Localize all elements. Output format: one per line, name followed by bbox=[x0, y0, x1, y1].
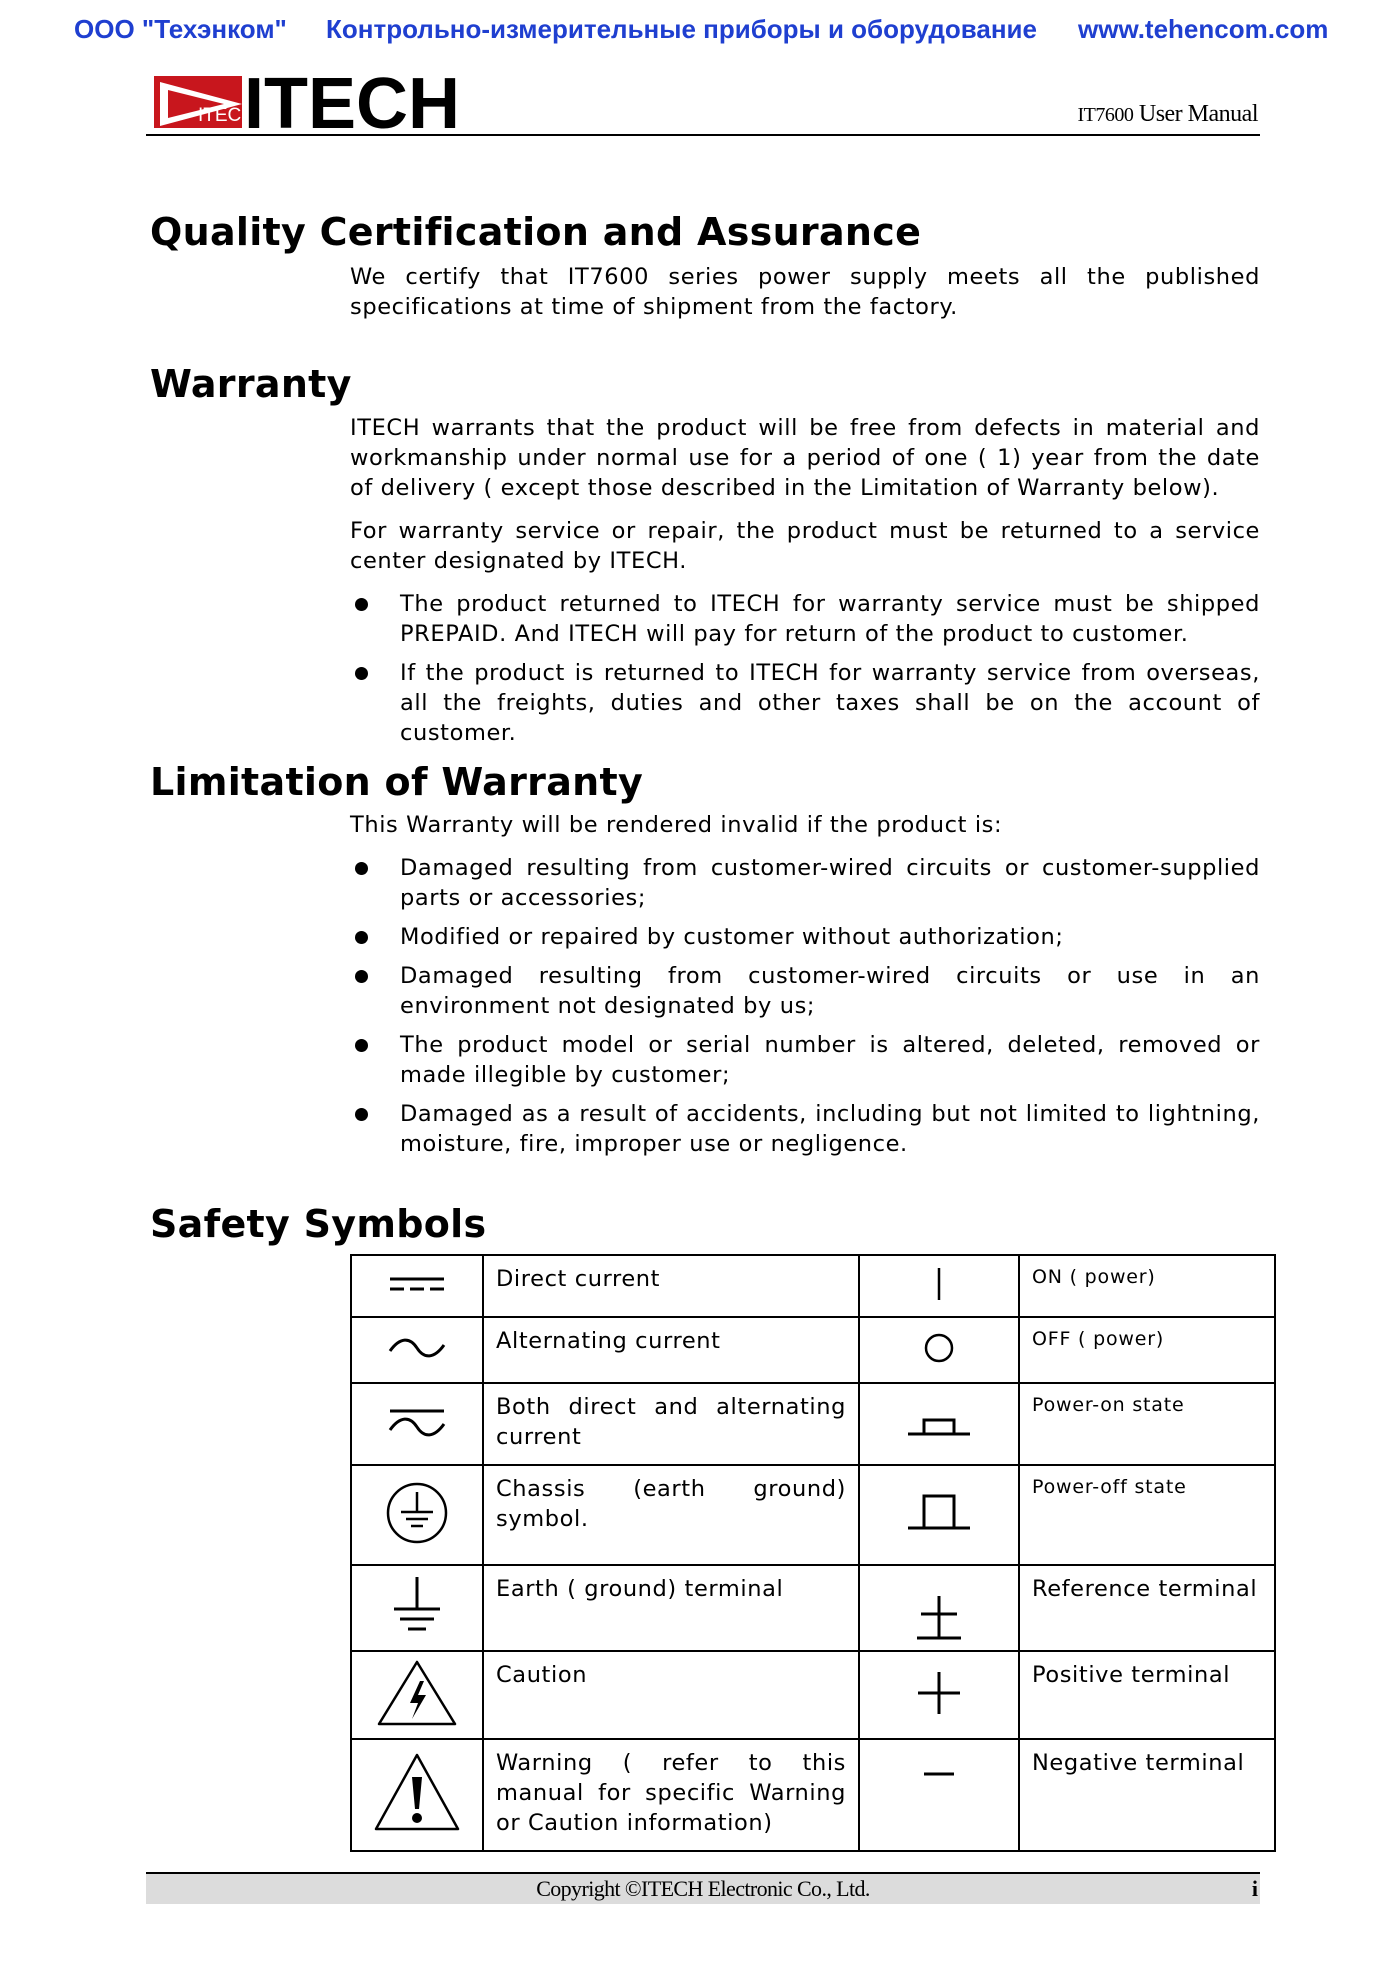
bullet-icon bbox=[355, 862, 368, 875]
limitation-bullets bbox=[350, 853, 1260, 1168]
itech-logo bbox=[154, 72, 472, 132]
symbol-description: Power-off state bbox=[1019, 1465, 1275, 1565]
logo-text: ITECH bbox=[244, 72, 460, 132]
limitation-title: Limitation of Warranty bbox=[150, 760, 644, 804]
warranty-paragraph: ITECH warrants that the product will be free from defects in material and workmanship under normal use for a period of one ( 1) year from the date of delivery ( except those described in the Limitation of Warranty below). bbox=[350, 415, 1260, 501]
limitation-intro: This Warranty will be rendered invalid if the product is: bbox=[350, 812, 1003, 838]
symbol-description: Warning ( refer to this manual for specific Warning or Caution information) bbox=[483, 1739, 859, 1851]
symbol-description: Chassis (earth ground) symbol. bbox=[483, 1465, 859, 1565]
symbol-description: Power-on state bbox=[1019, 1383, 1275, 1465]
table-row bbox=[351, 1383, 1275, 1465]
manual-title bbox=[1077, 101, 1258, 128]
model-name: IT7600 bbox=[1077, 104, 1134, 126]
on-power-icon bbox=[924, 1264, 954, 1304]
symbol-description: OFF ( power) bbox=[1019, 1317, 1275, 1383]
caution-icon bbox=[374, 1657, 460, 1729]
copyright-text: Copyright ©ITECH Electronic Co., Ltd. bbox=[536, 1876, 870, 1901]
symbol-description: Positive terminal bbox=[1019, 1651, 1275, 1739]
positive-terminal-icon bbox=[914, 1668, 964, 1718]
list-item: Damaged resulting from customer-wired circuits or customer-supplied parts or accessories; bbox=[350, 853, 1260, 913]
page-header bbox=[146, 66, 1260, 136]
tagline: Контрольно-измерительные приборы и оборудование bbox=[326, 14, 1037, 44]
alternating-current-icon bbox=[382, 1333, 452, 1363]
direct-current-icon bbox=[382, 1269, 452, 1299]
list-item: Damaged as a result of accidents, including but not limited to lightning, moisture, fire, improper use or negligence. bbox=[350, 1099, 1260, 1159]
list-item: Modified or repaired by customer without authorization; bbox=[350, 922, 1260, 952]
chassis-ground-icon bbox=[382, 1478, 452, 1548]
negative-terminal-icon bbox=[914, 1764, 964, 1784]
symbol-description: Reference terminal bbox=[1019, 1565, 1275, 1651]
table-row bbox=[351, 1255, 1275, 1317]
company-name: ООО "Техэнком" bbox=[74, 14, 287, 44]
page-number: i bbox=[1251, 1876, 1258, 1901]
bullet-icon bbox=[355, 1039, 368, 1052]
logo-small-text: ITECH bbox=[198, 105, 255, 126]
list-item: Damaged resulting from customer-wired circuits or use in an environment not designated by us; bbox=[350, 961, 1260, 1021]
bullet-icon bbox=[355, 970, 368, 983]
symbol-description: Caution bbox=[483, 1651, 859, 1739]
bullet-icon bbox=[355, 667, 368, 680]
list-item: The product model or serial number is altered, deleted, removed or made illegible by customer; bbox=[350, 1030, 1260, 1090]
page-footer bbox=[146, 1872, 1260, 1904]
quality-title: Quality Certification and Assurance bbox=[150, 210, 922, 254]
warranty-paragraph: For warranty service or repair, the product must be returned to a service center designated by ITECH. bbox=[350, 518, 1260, 574]
warranty-title: Warranty bbox=[150, 362, 352, 406]
bullet-icon bbox=[355, 1108, 368, 1121]
symbol-description: Negative terminal bbox=[1019, 1739, 1275, 1851]
manual-label: User Manual bbox=[1138, 101, 1258, 127]
symbol-description: Alternating current bbox=[483, 1317, 859, 1383]
both-current-icon bbox=[382, 1402, 452, 1442]
symbol-description: Earth ( ground) terminal bbox=[483, 1565, 859, 1651]
bullet-icon bbox=[355, 931, 368, 944]
bullet-icon bbox=[355, 598, 368, 611]
safety-symbols-table bbox=[350, 1254, 1276, 1852]
table-row bbox=[351, 1317, 1275, 1383]
quality-text: We certify that IT7600 series power supply meets all the published specifications at time of shipment from the factory. bbox=[350, 264, 1260, 320]
list-item: If the product is returned to ITECH for warranty service from overseas, all the freights, duties and other taxes shall be on the account of customer. bbox=[350, 658, 1260, 748]
table-row bbox=[351, 1739, 1275, 1851]
table-row bbox=[351, 1565, 1275, 1651]
warranty-bullets bbox=[350, 589, 1260, 757]
table-row bbox=[351, 1465, 1275, 1565]
safety-title: Safety Symbols bbox=[150, 1202, 487, 1246]
symbol-description: ON ( power) bbox=[1019, 1255, 1275, 1317]
earth-terminal-icon bbox=[382, 1571, 452, 1641]
power-off-state-icon bbox=[904, 1488, 974, 1538]
off-power-icon bbox=[919, 1328, 959, 1368]
symbol-description: Both direct and alternating current bbox=[483, 1383, 859, 1465]
table-row bbox=[351, 1651, 1275, 1739]
symbol-description: Direct current bbox=[483, 1255, 859, 1317]
website-link[interactable]: www.tehencom.com bbox=[1078, 14, 1329, 44]
list-item: The product returned to ITECH for warranty service must be shipped PREPAID. And ITECH will pay for return of the product to customer. bbox=[350, 589, 1260, 649]
power-on-state-icon bbox=[904, 1402, 974, 1442]
reference-terminal-icon bbox=[909, 1586, 969, 1646]
warning-icon bbox=[372, 1751, 462, 1835]
contact-bar bbox=[0, 14, 1400, 50]
